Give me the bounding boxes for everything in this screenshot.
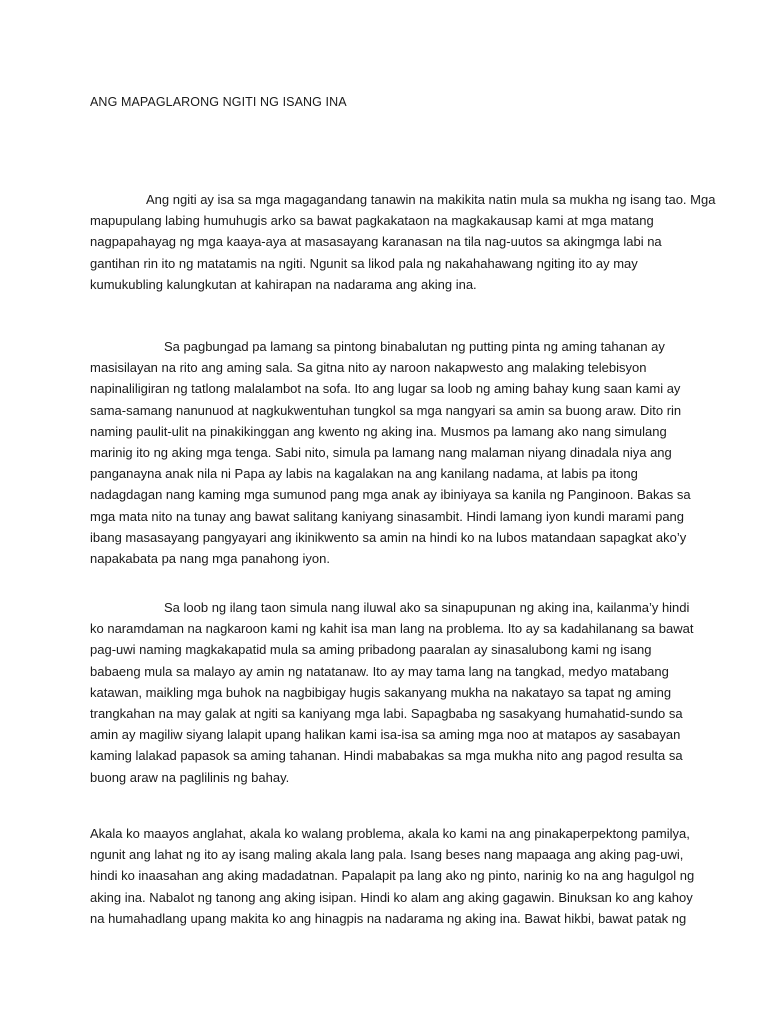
paragraph-line: napakabata pa nang mga panahong iyon. [90, 550, 330, 566]
paragraph-line: mapupulang labing humuhugis arko sa bawat pagkakataon na magkakausap kami at mga matang [90, 213, 654, 229]
paragraph-line: babaeng mula sa malayo ay amin ng natatanaw. Ito ay may tama lang na tangkad, medyo matabang [90, 663, 669, 679]
paragraph-3 [90, 597, 694, 788]
paragraph-line: nagpapahayag ng mga kaaya-aya at masasayang karanasan na tila nag-uutos sa akingmga labi na [90, 234, 662, 250]
paragraph-line: napinaliligiran ng tatlong malalambot na sofa. Ito ang lugar sa loob ng aming bahay kung saan kami ay [90, 381, 681, 397]
paragraph-line: trangkahan na may galak at ngiti sa kaniyang mga labi. Sapagbaba ng sasakyang humahatid-sundo sa [90, 705, 683, 721]
paragraph-line: sama-samang nanunuod at nagkukwentuhan tungkol sa mga nangyari sa amin sa buong araw. Dito rin [90, 402, 682, 418]
paragraph-line: na humahadlang upang makita ko ang hinagpis na nadarama ng aking ina. Bawat hikbi, bawat patak ng [90, 910, 687, 926]
paragraph-line: hindi ko inaasahan ang aking madadatnan. Papalapit pa lang ako ng pinto, narinig ko na ang hagulgol ng [90, 868, 695, 884]
paragraph-line: Ang ngiti ay isa sa mga magagandang tanawin na makikita natin mula sa mukha ng isang tao. Mga [146, 192, 716, 207]
paragraph-line: masisilayan na rito ang aming sala. Sa gitna nito ay naroon nakapwesto ang malaking telebisyon [90, 360, 647, 376]
paragraph-line: kaming lalakad papasok sa aming tahanan. Hindi mababakas sa mga mukha nito ang pagod resulta sa [90, 748, 683, 764]
paragraph-line: ibang masasayang pangyayari ang ikinikwento sa amin na hindi ko na lubos matandaan sapagkat ako’y [90, 529, 687, 545]
paragraph-line: ngunit ang lahat ng ito ay isang maling akala lang pala. Isang beses nang mapaaga ang aking pag-uwi, [90, 847, 684, 863]
paragraph-line: marinig ito ng aking mga tenga. Sabi nito, simula pa lamang nang malaman niyang dinadala niya ang [90, 444, 672, 460]
paragraph-line: naming paulit-ulit na pinakikinggan ang kwento ng aking ina. Musmos pa lamang ako nang simulang [90, 423, 667, 439]
paragraph-4 [90, 823, 695, 929]
paragraph-line: nadagdagan nang kaming mga sumunod pang mga anak ay ibiniyaya sa kanila ng Panginoon. Bakas sa [90, 487, 691, 503]
paragraph-line: Akala ko maayos anglahat, akala ko walang problema, akala ko kami na ang pinakaperpektong pamilya, [90, 826, 690, 841]
paragraph-line: aking ina. Nabalot ng tanong ang aking isipan. Hindi ko alam ang aking gagawin. Binuksan ko ang kahoy [90, 889, 693, 905]
paragraph-line: ko naramdaman na nagkaroon kami ng kahit isa man lang na problema. Ito ay sa kadahilanang sa bawat [90, 621, 694, 637]
paragraph-line: kumukubling kalungkutan at kahirapan na nadarama ang aking ina. [90, 276, 477, 292]
paragraph-1 [90, 189, 716, 295]
paragraph-line: katawan, maikling mga buhok na nagbibigay hugis sakanyang mukha na nakatayo sa tapat ng aming [90, 684, 672, 700]
paragraph-line: Sa pagbungad pa lamang sa pintong binabalutan ng putting pinta ng aming tahanan ay [164, 339, 665, 354]
paragraph-line: Sa loob ng ilang taon simula nang iluwal ako sa sinapupunan ng aking ina, kailanma’y hindi [164, 600, 690, 615]
paragraph-line: pag-uwi naming magkakapatid mula sa aming pribadong paaralan ay sinasalubong kami ng isang [90, 642, 652, 658]
paragraph-line: buong araw na paglilinis ng bahay. [90, 769, 290, 785]
paragraph-line: gantihan rin ito ng matatamis na ngiti. Ngunit sa likod pala ng nakahahawang ngiting ito ay may [90, 255, 638, 271]
paragraph-line: mga mata nito na tunay ang bawat salitang kaniyang sinasambit. Hindi lamang iyon kundi marami pang [90, 508, 685, 524]
paragraph-line: panganayna anak nila ni Papa ay labis na kagalakan na ang kanilang nadama, at labis pa itong [90, 466, 638, 482]
document-title: ANG MAPAGLARONG NGITI NG ISANG INA [90, 95, 347, 109]
paragraph-2 [90, 336, 690, 569]
paragraph-line: amin ay magiliw siyang lalapit upang halikan kami isa-isa sa aming mga noo at matapos ay sasabayan [90, 727, 681, 743]
